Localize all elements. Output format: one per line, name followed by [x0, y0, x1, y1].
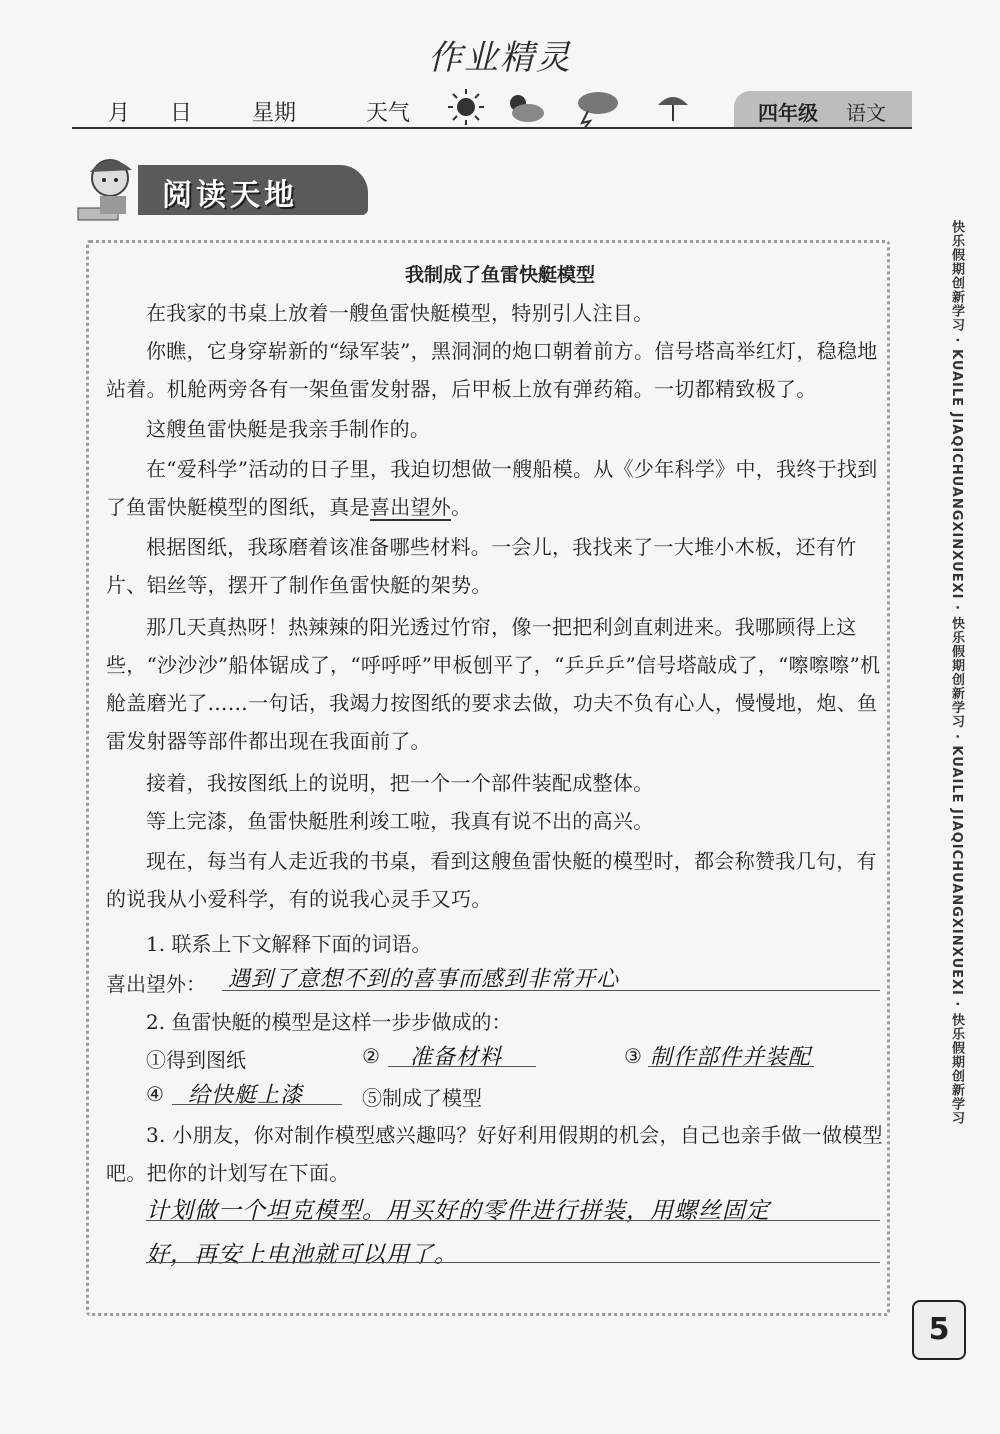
article-paragraph: 你瞧，它身穿崭新的“绿军装”，黑洞洞的炮口朝着前方。信号塔高举红灯，稳稳地站着。机舱两旁各有一架鱼雷发射器，后甲板上放有弹药箱。一切都精致极了。: [106, 339, 878, 401]
article-paragraph: 等上完漆，鱼雷快艇胜利竣工啦，我真有说不出的高兴。: [146, 809, 654, 833]
step-5: ⑤制成了模型: [362, 1086, 482, 1110]
underlined-term: 喜出望外: [369, 495, 452, 519]
sun-icon: [448, 89, 484, 125]
thunderstorm-icon: [578, 92, 618, 129]
answer-step-3: 制作部件并装配: [650, 1045, 812, 1070]
umbrella-icon: [658, 97, 688, 121]
weekday-label: 星期: [252, 101, 297, 126]
question-1-term: 喜出望外：: [106, 972, 206, 996]
article-paragraph: 那几天真热呀！热辣辣的阳光透过竹帘，像一把把利剑直刺进来。我哪顾得上这些，“沙沙沙”船体锯成了，“呼呼呼”甲板刨平了，“乒乒乒”信号塔敲成了，“嚓嚓嚓”机舱盖磨光了……一句话，我竭力按图纸的要求去做，功夫不负有心人，慢慢地，炮、鱼雷发射器等部件都出现在我面前了。: [106, 615, 881, 753]
watermark-logo: 作业精灵: [428, 38, 572, 78]
step-3-number: ③: [624, 1044, 642, 1068]
section-title: 阅读天地: [162, 178, 298, 213]
article-paragraph: 接着，我按图纸上的说明，把一个一个部件装配成整体。: [146, 771, 654, 795]
page-number: 5: [912, 1300, 966, 1360]
answer-line: [172, 1104, 342, 1105]
article-paragraph: 根据图纸，我琢磨着该准备哪些材料。一会儿，我找来了一大堆小木板，还有竹片、铝丝等，摆开了制作鱼雷快艇的架势。: [106, 535, 857, 597]
weather-label: 天气: [366, 101, 411, 126]
article-paragraph: 这艘鱼雷快艇是我亲手制作的。: [146, 417, 431, 441]
subject-label: 语文: [846, 101, 886, 125]
weather-icons: [448, 85, 688, 129]
header-rule: [72, 127, 912, 129]
article-paragraph: 在“爱科学”活动的日子里，我迫切想做一艘船模。从《少年科学》中，我终于找到了鱼雷快艇模型的图纸，真是喜出望外。: [106, 457, 878, 519]
answer-step-4: 给快艇上漆: [188, 1083, 304, 1108]
question-1: 1. 联系上下文解释下面的词语。: [146, 932, 432, 956]
answer-line: [648, 1066, 814, 1067]
answer-3-line-2: 好，再安上电池就可以用了。: [146, 1242, 458, 1268]
month-label: 月: [108, 101, 131, 126]
step-1: ①得到图纸: [146, 1048, 246, 1072]
step-2-number: ②: [362, 1044, 380, 1068]
answer-line: [146, 1262, 880, 1263]
article-paragraph: 在我家的书桌上放着一艘鱼雷快艇模型，特别引人注目。: [146, 301, 654, 325]
grade-subject-badge: [734, 91, 912, 129]
side-margin-text: 快乐假期创新学习 · KUAILE JIAQICHUANGXINXUEXI · 快乐假期创新学习 · KUAILE JIAQICHUANGXINXUEXI · 快乐假期创新学习: [949, 220, 964, 1125]
grade-label: 四年级: [758, 101, 818, 125]
question-3: 3. 小朋友，你对制作模型感兴趣吗？好好利用假期的机会，自己也亲手做一做模型吧。把你的计划写在下面。: [106, 1123, 883, 1185]
article-paragraph: 现在，每当有人走近我的书桌，看到这艘鱼雷快艇的模型时，都会称赞我几句，有的说我从小爱科学，有的说我心灵手又巧。: [106, 849, 877, 911]
step-4-number: ④: [146, 1082, 164, 1106]
partly-cloudy-icon: [510, 95, 544, 122]
answer-line: [146, 1220, 880, 1221]
answer-3-line-1: 计划做一个坦克模型。用买好的零件进行拼装，用螺丝固定: [146, 1198, 770, 1224]
answer-line: [388, 1066, 536, 1067]
question-2: 2. 鱼雷快艇的模型是这样一步步做成的：: [146, 1010, 512, 1034]
answer-line: [222, 990, 880, 991]
article-title: 我制成了鱼雷快艇模型: [404, 264, 595, 286]
answer-step-2: 准备材料: [410, 1045, 503, 1070]
day-label: 日: [170, 101, 193, 126]
answer-1: 遇到了意想不到的喜事而感到非常开心: [228, 967, 620, 992]
